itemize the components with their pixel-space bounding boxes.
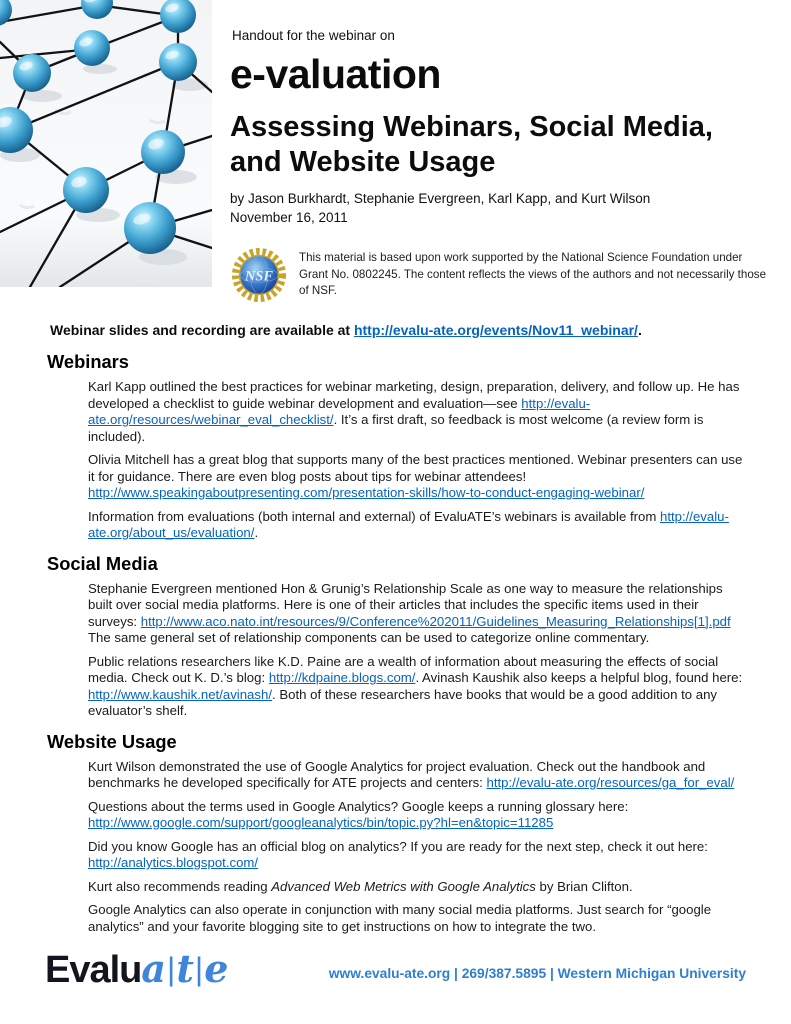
network-spheres-image (0, 0, 212, 287)
paragraph (47, 379, 746, 445)
paragraph (47, 581, 746, 647)
text-run: Kurt Wilson demonstrated the use of Google Analytics for project evaluation. Check out the handbook and benchmarks he developed specifically for ATE projects and centers: (88, 758, 706, 790)
text-run: Questions about the terms used in Google Analytics? Google keeps a running glossary here: (88, 798, 629, 814)
evaluate-logo-black: Evalu (45, 949, 142, 991)
text-run: . (637, 322, 642, 338)
sections (47, 351, 749, 935)
hyperlink[interactable]: http://www.speakingaboutpresenting.com/presentation-skills/how-to-conduct-engaging-webinar/ (88, 485, 645, 500)
text-run: Olivia Mitchell has a great blog that supports many of the best practices mentioned. Webinar presenters can use it for guidance. There are even blog posts about tips for webinar attendees! (88, 452, 743, 484)
section-heading: Website Usage (47, 730, 177, 752)
date: November 16, 2011 (230, 210, 348, 226)
text-run: Did you know Google has an official blog on analytics? If you are ready for the next step, check it out here: (88, 838, 708, 854)
footer-contact-info: www.evalu-ate.org | 269/387.5895 | Western Michigan University (328, 966, 746, 981)
text-run: by Brian Clifton. (535, 878, 633, 894)
hyperlink[interactable]: http://www.aco.nato.int/resources/9/Conference%202011/Guidelines_Measuring_Relationships[1].pdf (140, 613, 731, 629)
nsf-note: This material is based upon work supported by the National Science Foundation under Grant No. 0802245. The content reflects the views of the authors and not necessarily those of NSF. (299, 251, 767, 297)
page-subtitle: Assessing Webinars, Social Media, and Website Usage (230, 111, 713, 178)
intro-line (47, 322, 749, 338)
logo-letter: t (176, 946, 194, 991)
paragraph (47, 654, 746, 720)
evaluate-logo-blue (141, 946, 228, 991)
hyperlink[interactable]: http://evalu-ate.org/resources/ga_for_eval/ (486, 775, 735, 790)
hyperlink[interactable]: http://evalu-ate.org/about_us/evaluation/ (88, 508, 729, 540)
hyperlink[interactable]: http://www.google.com/support/googleanalytics/bin/topic.py?hl=en&topic=11285 (88, 815, 554, 830)
hyperlink[interactable]: http://analytics.blogspot.com/ (88, 855, 259, 870)
text-run: Kurt also recommends reading (88, 878, 272, 894)
hyperlink[interactable]: http://evalu-ate.org/events/Nov11_webinar/ (353, 322, 638, 338)
page-title: e-valuation (230, 51, 441, 97)
text-run: Information from evaluations (both internal and external) of EvaluATE’s webinars is available from (88, 508, 660, 524)
paragraph (47, 759, 746, 792)
text-run: Advanced Web Metrics with Google Analytics (271, 878, 536, 894)
paragraph (47, 879, 746, 896)
nsf-logo-graphic (230, 247, 288, 303)
nsf-credit-row (230, 247, 778, 303)
text-run: Public relations researchers like K.D. Paine are a wealth of information about measuring the effects of social media. Check out K. D.’s blog: (88, 653, 719, 685)
logo-divider: | (167, 951, 176, 987)
logo-letter: e (204, 946, 229, 991)
text-run: . (254, 525, 259, 540)
text-run: Karl Kapp outlined the best practices for webinar marketing, design, preparation, delivery, and follow up. He has developed a checklist to guide webinar development and evaluation—see (88, 379, 740, 411)
section-heading: Social Media (47, 552, 158, 574)
section-heading: Webinars (47, 351, 129, 372)
paragraph (47, 452, 746, 502)
document-header (230, 28, 778, 303)
nsf-logo-text: NSF (244, 268, 274, 285)
text-run: The same general set of relationship components can be used to categorize online commentary. (88, 630, 650, 645)
network-spheres-graphic (0, 0, 212, 287)
hyperlink[interactable]: http://kdpaine.blogs.com/ (268, 670, 416, 685)
nsf-logo-icon (230, 247, 288, 303)
byline: by Jason Burkhardt, Stephanie Evergreen, Karl Kapp, and Kurt Wilson (230, 190, 651, 206)
logo-divider: | (194, 951, 204, 987)
paragraph (47, 799, 746, 832)
paragraph (47, 902, 746, 935)
paragraph (47, 509, 746, 542)
hyperlink[interactable]: http://www.kaushik.net/avinash/ (88, 686, 272, 702)
evaluate-logo (45, 946, 228, 992)
text-run: . Both of these researchers have books that would be a good addition to any evaluator’s shelf. (88, 686, 718, 718)
kicker: Handout for the webinar on (232, 28, 395, 43)
document-body (47, 322, 749, 942)
text-run: . Avinash Kaushik also keeps a helpful blog, found here: (415, 670, 743, 685)
text-run: Google Analytics can also operate in conjunction with many social media platforms. Just search for “google analytics” and your favorite blogging site to get instructions on how to integrate the two. (88, 902, 712, 934)
text-run: . It’s a first draft, so feedback is most welcome (a review form is included). (88, 412, 704, 444)
paragraph (47, 839, 746, 872)
text-run: Webinar slides and recording are available at (50, 322, 354, 338)
hyperlink[interactable]: http://evalu-ate.org/resources/webinar_eval_checklist/ (88, 395, 591, 427)
logo-letter: a (141, 946, 167, 991)
text-run: Stephanie Evergreen mentioned Hon & Grunig’s Relationship Scale as one way to measure the relationships built over social media platforms. Here is one of their articles that includes the specific items used in their surveys: (88, 580, 723, 629)
